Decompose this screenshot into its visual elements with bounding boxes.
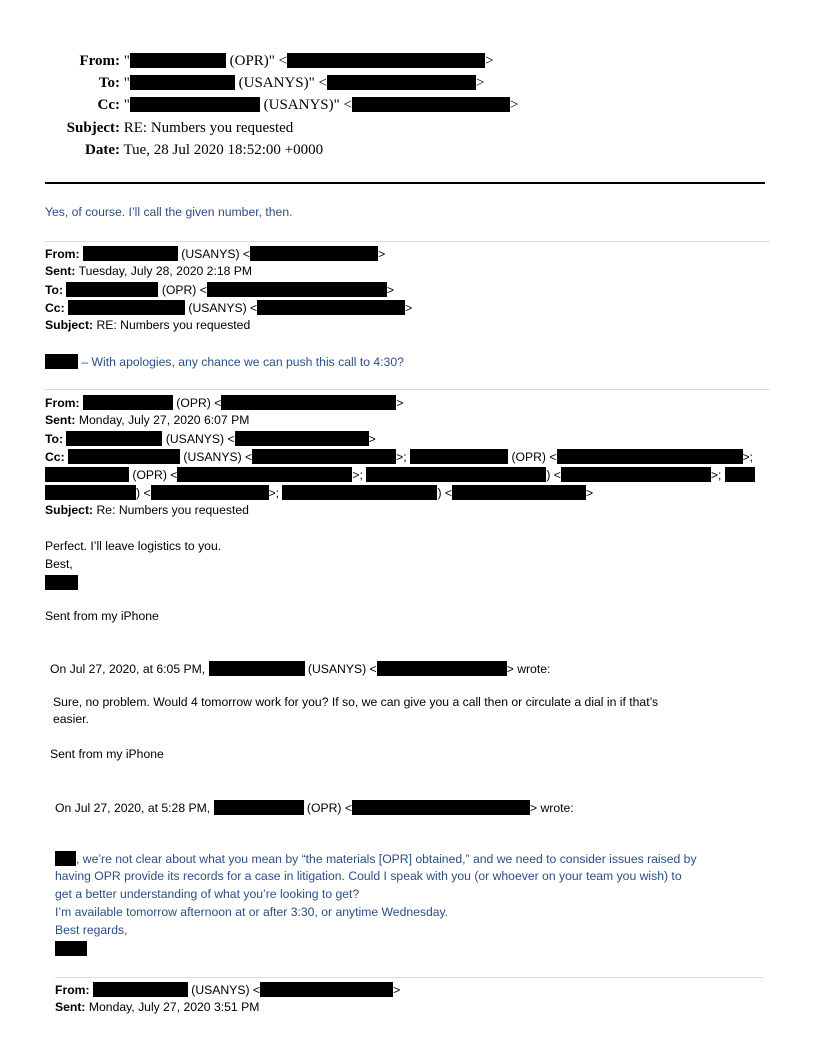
redaction-block: [282, 485, 437, 500]
to-org: (OPR) <: [158, 283, 207, 297]
sent-value: Tuesday, July 28, 2020 2:18 PM: [75, 264, 253, 278]
header-divider: [45, 182, 765, 184]
subject-value: Re: Numbers you requested: [93, 503, 249, 517]
from-close: >: [396, 396, 404, 410]
header-date-line: [45, 142, 323, 159]
cc-label: Cc:: [97, 97, 120, 113]
sent-line: [45, 413, 249, 427]
redaction-block: [287, 53, 485, 68]
quote-intro-text: On Jul 27, 2020, at 5:28 PM,: [55, 801, 211, 815]
date-value: Tue, 28 Jul 2020 18:52:00 +0000: [123, 142, 324, 158]
redaction-block: [250, 246, 378, 261]
to-close: >: [386, 283, 394, 297]
redaction-block: [327, 75, 476, 90]
redaction-block: [45, 467, 129, 482]
redaction-block: [221, 395, 396, 410]
cc-org: (OPR) <: [508, 450, 557, 464]
quote-body-line: Sure, no problem. Would 4 tomorrow work for you? If so, we can give you a call then or circulate a dial in if that’s: [53, 695, 659, 709]
redaction-block: [352, 800, 530, 815]
to-org: (USANYS)" <: [234, 75, 327, 91]
to-label: To:: [45, 432, 64, 446]
message-body-line: Best,: [45, 557, 73, 571]
sent-value: Monday, July 27, 2020 3:51 PM: [85, 1000, 260, 1014]
sent-line: [55, 1000, 259, 1014]
quote-intro-wrote: > wrote:: [529, 801, 574, 815]
from-line: [45, 395, 403, 410]
date-label: Date:: [85, 142, 120, 158]
from-line: [55, 982, 400, 997]
from-label: From:: [79, 53, 120, 69]
to-label: To:: [45, 283, 64, 297]
cc-org: (OPR) <: [129, 468, 178, 482]
redaction-block: [45, 575, 78, 590]
to-org: (USANYS) <: [162, 432, 235, 446]
redaction-block: [93, 982, 188, 997]
redaction-block: [260, 982, 393, 997]
quote-intro: [55, 800, 574, 815]
cc-org: ) <: [546, 468, 561, 482]
from-label: From:: [45, 396, 80, 410]
redaction-block: [45, 354, 78, 369]
to-close: >: [475, 75, 485, 91]
quote-body-line: Best regards,: [55, 923, 128, 937]
message-body-text: – With apologies, any chance we can push this call to 4:30?: [78, 355, 404, 369]
redaction-block: [209, 661, 305, 676]
from-org: (USANYS) <: [177, 247, 251, 261]
redaction-block: [207, 282, 387, 297]
redaction-block: [130, 53, 226, 68]
quote-intro-org: (OPR) <: [303, 801, 352, 815]
redaction-block: [557, 449, 743, 464]
redaction-block: [561, 467, 711, 482]
from-line: [45, 246, 385, 261]
redaction-block: [66, 431, 162, 446]
message-body: [45, 354, 404, 369]
cc-separator: >;: [742, 450, 754, 464]
redaction-block: [68, 449, 180, 464]
redaction-block: [68, 300, 185, 315]
redaction-block: [130, 97, 260, 112]
message-body-line: Perfect. I’ll leave logistics to you.: [45, 539, 222, 553]
cc-separator: >;: [352, 468, 363, 482]
header-subject-line: [45, 120, 293, 137]
to-label: To:: [98, 75, 120, 91]
cc-close: >: [405, 301, 413, 315]
redaction-block: [352, 97, 510, 112]
from-close: >: [378, 247, 386, 261]
sent-label: Sent:: [45, 264, 76, 278]
redaction-block: [151, 485, 269, 500]
from-label: From:: [45, 247, 80, 261]
sent-from-line: Sent from my iPhone: [45, 609, 159, 623]
from-close: >: [485, 53, 494, 69]
cc-separator: >;: [710, 468, 722, 482]
message-divider: [45, 241, 770, 242]
subject-label: Subject:: [45, 318, 94, 332]
cc-org: (USANYS)" <: [259, 97, 352, 113]
subject-line: [45, 318, 250, 332]
from-org: (OPR)" <: [225, 53, 288, 69]
signature-redaction: [45, 575, 78, 590]
quote-intro-text: On Jul 27, 2020, at 6:05 PM,: [50, 662, 206, 676]
quote-intro: [50, 661, 550, 676]
signature-redaction: [55, 941, 87, 956]
subject-value: RE: Numbers you requested: [93, 318, 251, 332]
cc-close: >: [586, 486, 594, 500]
redaction-block: [366, 467, 546, 482]
cc-continued-line: [45, 467, 755, 482]
redaction-block: [377, 661, 507, 676]
subject-label: Subject:: [45, 503, 94, 517]
from-org: (OPR) <: [172, 396, 222, 410]
quote-body-line: having OPR provide its records for a case in litigation. Could I speak with you (or whoever on your team you wish) to: [55, 869, 682, 883]
redaction-block: [130, 75, 235, 90]
quote-intro-org: (USANYS) <: [304, 662, 377, 676]
quote-intro-wrote: > wrote:: [506, 662, 551, 676]
cc-close: >: [509, 97, 519, 113]
header-cc-line: [45, 97, 518, 114]
cc-quote: ": [123, 97, 130, 113]
from-close: >: [393, 983, 401, 997]
redaction-block: [55, 851, 76, 866]
message-body: Yes, of course. I’ll call the given number, then.: [45, 205, 293, 219]
redaction-block: [45, 485, 136, 500]
message-divider: [45, 389, 770, 390]
sent-from-line: Sent from my iPhone: [50, 747, 164, 761]
from-org: (USANYS) <: [187, 983, 261, 997]
sent-value: Monday, July 27, 2020 6:07 PM: [75, 413, 250, 427]
to-line: [45, 282, 394, 297]
message-divider: [55, 977, 763, 978]
cc-separator: >;: [268, 486, 280, 500]
redaction-block: [257, 300, 405, 315]
cc-org: (USANYS) <: [180, 450, 253, 464]
redaction-block: [252, 449, 396, 464]
quote-body-line: easier.: [53, 712, 89, 726]
redaction-block: [55, 941, 87, 956]
to-line: [45, 431, 376, 446]
from-quote: ": [123, 53, 130, 69]
cc-separator: >;: [396, 450, 407, 464]
redaction-block: [83, 246, 178, 261]
from-label: From:: [55, 983, 90, 997]
subject-label: Subject:: [66, 120, 120, 136]
header-from-line: [45, 53, 494, 70]
cc-line: [45, 449, 753, 464]
redaction-block: [214, 800, 304, 815]
subject-value: RE: Numbers you requested: [123, 120, 294, 136]
redaction-block: [235, 431, 369, 446]
redaction-block: [725, 467, 755, 482]
header-to-line: [45, 75, 484, 92]
redaction-block: [83, 395, 173, 410]
cc-org: (USANYS) <: [185, 301, 258, 315]
quote-body-line: [55, 851, 697, 866]
quote-body-line: get a better understanding of what you’re looking to get?: [55, 887, 360, 901]
to-close: >: [368, 432, 376, 446]
cc-label: Cc:: [45, 450, 65, 464]
sent-line: [45, 264, 252, 278]
cc-label: Cc:: [45, 301, 65, 315]
sent-label: Sent:: [55, 1000, 86, 1014]
redaction-block: [177, 467, 352, 482]
cc-line: [45, 300, 412, 315]
redaction-block: [410, 449, 508, 464]
to-quote: ": [123, 75, 130, 91]
sent-label: Sent:: [45, 413, 76, 427]
quote-body-text: , we’re not clear about what you mean by “the materials [OPR] obtained,” and we need to consider issues raised by: [76, 852, 697, 866]
cc-org: ) <: [136, 486, 151, 500]
subject-line: [45, 503, 249, 517]
quote-body-line: I’m available tomorrow afternoon at or after 3:30, or anytime Wednesday.: [55, 905, 449, 919]
redaction-block: [66, 282, 158, 297]
cc-continued-line: [45, 485, 593, 500]
cc-org: ) <: [437, 486, 453, 500]
redaction-block: [452, 485, 586, 500]
